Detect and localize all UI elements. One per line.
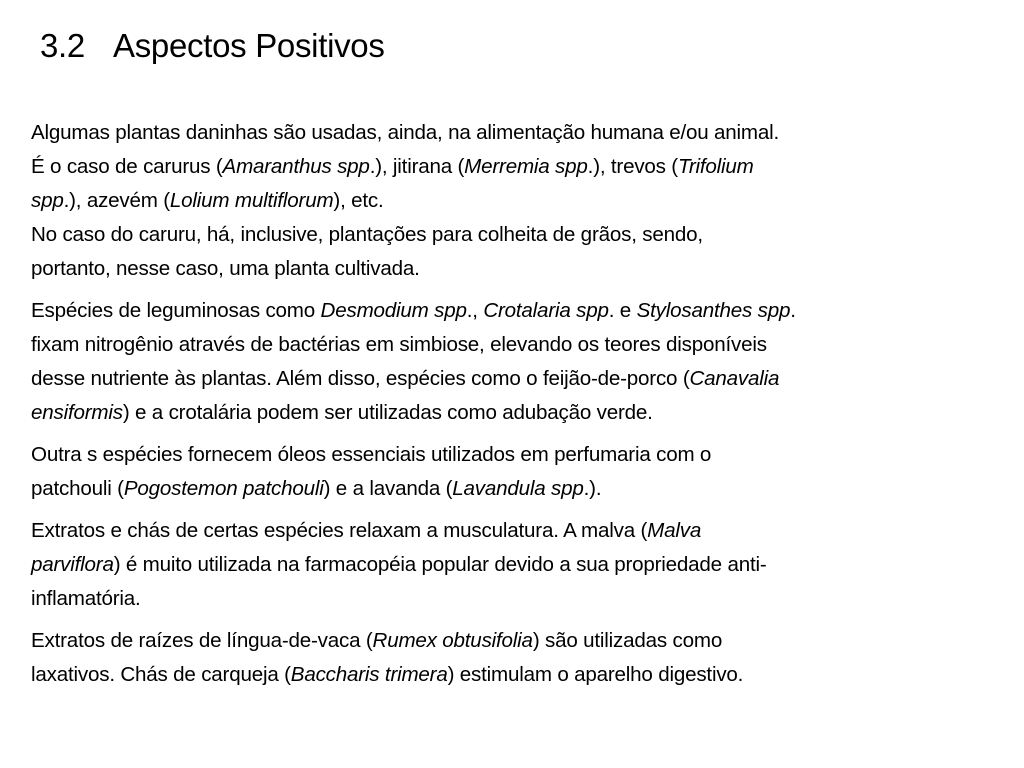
slide-title-text: Aspectos Positivos xyxy=(113,27,385,64)
text-line xyxy=(31,396,997,430)
italic-text-run: Malva xyxy=(647,519,702,542)
text-run: . e xyxy=(608,299,637,322)
text-line xyxy=(31,218,997,252)
text-run: .). xyxy=(583,477,602,500)
text-line xyxy=(31,328,997,362)
italic-text-run: Rumex obtusifolia xyxy=(372,629,533,652)
text-run: Extratos e chás de certas espécies relaxam a musculatura. A malva ( xyxy=(31,519,648,542)
text-line xyxy=(31,582,997,616)
text-line xyxy=(31,252,997,286)
text-run: Espécies de leguminosas como xyxy=(31,299,321,322)
italic-text-run: Baccharis trimera xyxy=(290,663,448,686)
italic-text-run: Desmodium spp xyxy=(320,299,467,322)
text-run: .), jitirana ( xyxy=(369,155,465,178)
text-run: . xyxy=(790,299,796,322)
text-run: ) é muito utilizada na farmacopéia popular devido a sua propriedade anti- xyxy=(113,553,767,576)
italic-text-run: Lolium multiflorum xyxy=(169,189,334,212)
paragraph-5 xyxy=(31,624,997,692)
slide-body xyxy=(31,116,997,700)
text-line xyxy=(31,184,997,218)
slide-title-number: 3.2 xyxy=(40,27,85,64)
text-line xyxy=(31,150,997,184)
text-run: Outra s espécies fornecem óleos essenciais utilizados em perfumaria com o xyxy=(31,443,712,466)
italic-text-run: spp xyxy=(31,189,64,212)
text-run: Algumas plantas daninhas são usadas, ainda, na alimentação humana e/ou animal. xyxy=(31,121,780,144)
paragraph-1 xyxy=(31,116,997,286)
text-run: ) estimulam o aparelho digestivo. xyxy=(447,663,744,686)
text-line xyxy=(31,116,997,150)
text-line xyxy=(31,624,997,658)
slide-title xyxy=(40,24,385,68)
text-line xyxy=(31,362,997,396)
text-run: É o caso de carurus ( xyxy=(31,155,223,178)
text-run: .), trevos ( xyxy=(587,155,678,178)
italic-text-run: Canavalia xyxy=(689,367,780,390)
text-run: ) e a lavanda ( xyxy=(323,477,453,500)
text-line xyxy=(31,472,997,506)
paragraph-2 xyxy=(31,294,997,430)
text-run: laxativos. Chás de carqueja ( xyxy=(31,663,291,686)
italic-text-run: parviflora xyxy=(31,553,114,576)
text-run: ., xyxy=(466,299,484,322)
italic-text-run: Merremia spp xyxy=(464,155,588,178)
text-line xyxy=(31,548,997,582)
paragraph-3 xyxy=(31,438,997,506)
italic-text-run: Amaranthus spp xyxy=(222,155,370,178)
text-run: portanto, nesse caso, uma planta cultivada. xyxy=(31,257,420,280)
text-line xyxy=(31,438,997,472)
text-run: ) e a crotalária podem ser utilizadas como adubação verde. xyxy=(122,401,653,424)
text-run: ) são utilizadas como xyxy=(532,629,723,652)
paragraph-4 xyxy=(31,514,997,616)
text-run: desse nutriente às plantas. Além disso, espécies como o feijão-de-porco ( xyxy=(31,367,690,390)
italic-text-run: Stylosanthes spp xyxy=(636,299,791,322)
text-line xyxy=(31,514,997,548)
italic-text-run: Lavandula spp xyxy=(452,477,584,500)
text-run: fixam nitrogênio através de bactérias em simbiose, elevando os teores disponíveis xyxy=(31,333,767,356)
italic-text-run: ensiformis xyxy=(31,401,123,424)
italic-text-run: Trifolium xyxy=(677,155,754,178)
italic-text-run: Crotalaria spp xyxy=(483,299,609,322)
text-run: No caso do caruru, há, inclusive, plantações para colheita de grãos, sendo, xyxy=(31,223,703,246)
italic-text-run: Pogostemon patchouli xyxy=(123,477,324,500)
text-run: .), azevém ( xyxy=(63,189,170,212)
text-run: ), etc. xyxy=(333,189,384,212)
text-run: Extratos de raízes de língua-de-vaca ( xyxy=(31,629,373,652)
text-line xyxy=(31,658,997,692)
text-run: patchouli ( xyxy=(31,477,124,500)
text-line xyxy=(31,294,997,328)
text-run: inflamatória. xyxy=(31,587,141,610)
